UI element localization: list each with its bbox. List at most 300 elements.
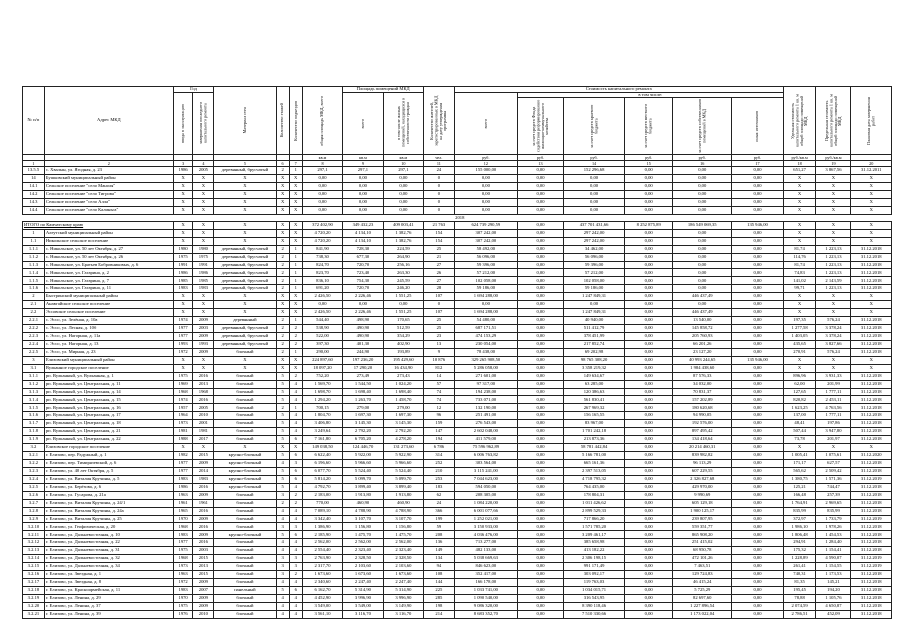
table-cell: 0,00 xyxy=(732,229,783,237)
table-cell: 31.12.2018 xyxy=(851,507,892,515)
table-cell: с. Хвалын, ул. Ягодная, д. 23 xyxy=(44,167,173,175)
table-cell: 316 543,95 xyxy=(563,594,624,602)
table-cell: 0,00 xyxy=(625,277,673,285)
table-cell: 720,70 xyxy=(343,261,383,269)
table-cell: 171,17 xyxy=(783,459,816,467)
table-cell: 7 089,10 xyxy=(302,507,342,515)
table-cell: 183 xyxy=(424,483,455,491)
table-cell: 246,20 xyxy=(383,285,423,293)
table-cell: 717 866,20 xyxy=(563,515,624,523)
table-cell: 2015 xyxy=(193,452,214,460)
table-cell: 10 876 xyxy=(424,356,455,364)
table-cell: 3 867,56 xyxy=(816,167,851,175)
table-cell: 2009 xyxy=(193,515,214,523)
table-cell: 4 xyxy=(276,579,289,587)
table-cell: с. Никольское, ул. Гагарина, д. 11 xyxy=(44,285,173,293)
table-cell: г. Елизово, ул. Дальневосточная, д. 22 xyxy=(44,539,173,547)
table-cell: 0,00 xyxy=(732,412,783,420)
table-row xyxy=(23,277,892,285)
table-cell: 1980 xyxy=(193,245,214,253)
table-cell: 31.12.2018 xyxy=(851,547,892,555)
table-cell: 0,00 xyxy=(518,285,564,293)
table-cell: г. Елизово, ул. Виталия Кручины, д. 25 xyxy=(44,515,173,523)
table-cell: 13.5.5 xyxy=(23,167,45,175)
unit-cell: кв.м xyxy=(343,155,383,161)
table-cell: 0,00 xyxy=(732,245,783,253)
table-cell: 4 xyxy=(289,579,302,587)
table-cell: 0,00 xyxy=(383,175,423,183)
table-cell: 2 xyxy=(289,571,302,579)
table-cell: 4 xyxy=(289,507,302,515)
table-cell: 3.2.17 xyxy=(23,579,45,587)
table-cell: 0,00 xyxy=(625,332,673,340)
register-sheet xyxy=(22,86,892,619)
table-cell: X xyxy=(783,301,816,309)
table-cell: 96 113,29 xyxy=(673,459,732,467)
table-cell: 1.1 xyxy=(23,237,45,245)
table-cell: 58 492,00 xyxy=(454,245,517,253)
table-cell: 23 xyxy=(424,332,455,340)
table-cell: 3.1.3 xyxy=(23,388,45,396)
table-cell: 4 xyxy=(276,594,289,602)
table-cell: 4 718 795,32 xyxy=(563,475,624,483)
table-cell: 0,00 xyxy=(518,491,564,499)
table-cell: с. Эссо, ул. Мирная, д. 23 xyxy=(44,348,173,356)
table-cell: 5 814,20 xyxy=(302,475,342,483)
table-cell: 2 xyxy=(276,340,289,348)
table-cell: 63 285,00 xyxy=(563,380,624,388)
top-rows xyxy=(23,167,892,215)
table-cell: 1 764,91 xyxy=(783,499,816,507)
col-cost-other-header: иных источников xyxy=(732,98,783,155)
table-cell: 0 xyxy=(424,206,455,214)
unit-cell: руб. xyxy=(563,155,624,161)
table-cell: 2 xyxy=(289,499,302,507)
table-cell: 2 xyxy=(276,317,289,325)
table-cell: 0,00 xyxy=(673,269,732,277)
table-cell: 329 265 908,50 xyxy=(454,356,517,364)
column-number-cell: 13 xyxy=(518,161,564,167)
table-cell: 0,00 xyxy=(625,317,673,325)
table-cell: 23 127,20 xyxy=(673,348,732,356)
unit-cell: чел. xyxy=(424,155,455,161)
table-cell: блочный xyxy=(214,523,276,531)
table-cell: 2 xyxy=(289,491,302,499)
table-cell: 62 xyxy=(424,491,455,499)
table-cell: 8 683 352,70 xyxy=(454,610,517,618)
table-cell: 25 xyxy=(424,245,455,253)
table-cell: г. Елизово, ул. Виталия Кручины, д. 24/1 xyxy=(44,499,173,507)
column-number-cell: 2 xyxy=(44,161,173,167)
table-cell: 2 326 827,68 xyxy=(673,475,732,483)
table-cell: 7 510 330,66 xyxy=(563,610,624,618)
table-cell: 1 294,20 xyxy=(302,396,342,404)
table-cell: 1976 xyxy=(173,610,193,618)
table-cell: 2 763,90 xyxy=(302,555,342,563)
table-cell: 3 549,00 xyxy=(302,602,342,610)
table-cell: 119 763,03 xyxy=(563,579,624,587)
table-cell: 0,00 xyxy=(732,499,783,507)
table-cell: 31.12.2019 xyxy=(851,555,892,563)
table-cell: деревянный, брусчатый xyxy=(214,253,276,261)
table-cell: 1977 xyxy=(173,459,193,467)
table-cell: 194 238,00 xyxy=(454,388,517,396)
table-cell: 31.12.2018 xyxy=(851,428,892,436)
table-cell: блочный xyxy=(214,515,276,523)
table-cell: X xyxy=(289,237,302,245)
table-cell: 3.1.8 xyxy=(23,428,45,436)
unit-cell: руб./кв.м xyxy=(816,155,851,161)
table-cell: 124 446,70 xyxy=(343,444,383,452)
table-cell: 1 698,40 xyxy=(343,388,383,396)
table-cell: 0,00 xyxy=(625,594,673,602)
table-cell: 0,00 xyxy=(518,602,564,610)
table-cell: 3.2.2 xyxy=(23,459,45,467)
table-cell: 1977 xyxy=(173,539,193,547)
table-cell: 3.1.7 xyxy=(23,420,45,428)
table-cell: 0,00 xyxy=(732,507,783,515)
table-cell: 0,00 xyxy=(518,515,564,523)
table-cell: X xyxy=(276,198,289,206)
table-cell: X xyxy=(816,183,851,191)
table-cell: 0,00 xyxy=(673,191,732,199)
table-row xyxy=(23,491,892,499)
table-cell: X xyxy=(173,229,193,237)
table-cell: 1991 xyxy=(193,261,214,269)
table-cell: X xyxy=(783,191,816,199)
table-cell: 1981 xyxy=(193,428,214,436)
table-cell: 0,00 xyxy=(518,356,564,364)
table-cell: 31.12.2018 xyxy=(851,602,892,610)
table-cell: 252 xyxy=(424,459,455,467)
table-cell: 2 xyxy=(23,293,45,301)
column-number-cell: 14 xyxy=(563,161,624,167)
table-cell: 0,00 xyxy=(518,459,564,467)
table-cell: 3.1.6 xyxy=(23,412,45,420)
table-cell: 1983 xyxy=(193,475,214,483)
table-cell: 435,65 xyxy=(783,340,816,348)
table-cell: 2 226,46 xyxy=(343,293,383,301)
table-cell: 1.1.6 xyxy=(23,285,45,293)
col-num-header: № п/п xyxy=(23,87,45,155)
table-cell: 0,00 xyxy=(625,309,673,317)
table-cell: X xyxy=(816,237,851,245)
table-cell: 239 807,95 xyxy=(673,515,732,523)
table-cell: 25 xyxy=(424,317,455,325)
table-cell: рп. Вулканный, ул. Центральная, д. 16 xyxy=(44,404,173,412)
table-cell: 57 212,00 xyxy=(454,269,517,277)
table-cell: 0,00 xyxy=(625,253,673,261)
table-cell: 0,00 xyxy=(518,586,564,594)
table-cell: 0,00 xyxy=(518,388,564,396)
table-cell: 297,1 xyxy=(343,167,383,175)
table-cell: 270,91 xyxy=(783,348,816,356)
table-cell: 1 698,40 xyxy=(383,388,423,396)
table-cell: 1961 xyxy=(173,499,193,507)
table-cell: 6 xyxy=(289,436,302,444)
table-cell: 4 xyxy=(276,547,289,555)
table-cell: 21 763 xyxy=(424,221,455,229)
table-cell: X xyxy=(851,175,892,183)
table-cell: 3.1.4 xyxy=(23,396,45,404)
table-cell: 1 011 426,62 xyxy=(563,499,624,507)
table-cell: 31.12.2018 xyxy=(851,531,892,539)
column-number-cell: 19 xyxy=(816,161,851,167)
table-row xyxy=(23,237,892,245)
table-cell: 210 xyxy=(424,467,455,475)
table-cell: 1 986,10 xyxy=(783,523,816,531)
table-cell: 700,15 xyxy=(302,404,342,412)
table-cell: 4 xyxy=(276,610,289,618)
table-cell: 94 xyxy=(424,563,455,571)
table-cell: 5 099,70 xyxy=(383,475,423,483)
table-cell: 2 xyxy=(276,269,289,277)
table-cell: 24 xyxy=(424,167,455,175)
table-cell: 0,00 xyxy=(732,571,783,579)
col-cost-including-header: в том числе: xyxy=(518,92,784,98)
table-cell: X xyxy=(276,237,289,245)
table-cell: 24 xyxy=(424,499,455,507)
table-cell: Елизовское городское поселение xyxy=(44,444,173,452)
table-cell: 1 156,80 xyxy=(383,523,423,531)
column-number-cell: 10 xyxy=(383,161,423,167)
table-cell: X xyxy=(214,183,276,191)
table-row xyxy=(23,610,892,618)
col-total-area-header: общая площадь МКД, всего xyxy=(302,87,342,155)
table-cell: 166 178,00 xyxy=(454,579,517,587)
table-cell: 1 173 022,04 xyxy=(673,610,732,618)
table-cell: г. Елизово, ул. Ленина, д. 37 xyxy=(44,602,173,610)
table-cell: 2 426,50 xyxy=(302,309,342,317)
table-cell: 2015 xyxy=(193,555,214,563)
table-cell: 0,00 xyxy=(625,491,673,499)
table-cell: 1986 xyxy=(173,483,193,491)
table-cell: 413 182,22 xyxy=(563,547,624,555)
table-cell: деревянный, брусчатый xyxy=(214,332,276,340)
table-cell: X xyxy=(173,237,193,245)
table-cell: 0,00 xyxy=(625,515,673,523)
table-cell: 1 913,80 xyxy=(383,491,423,499)
table-cell: 297 242,00 xyxy=(563,229,624,237)
table-cell: 307 242,00 xyxy=(454,237,517,245)
table-cell: 4 720,20 xyxy=(302,229,342,237)
table-cell: X xyxy=(193,221,214,229)
table-cell: 0,00 xyxy=(302,198,342,206)
table-cell: 134 xyxy=(424,555,455,563)
table-cell: X xyxy=(214,229,276,237)
table-cell: 3 xyxy=(289,459,302,467)
table-cell: 131 273,60 xyxy=(383,444,423,452)
table-cell: 2 xyxy=(276,167,289,175)
table-cell: 0,00 xyxy=(625,428,673,436)
table-cell: X xyxy=(851,237,892,245)
table-cell: 1972 xyxy=(173,579,193,587)
table-cell: 5 xyxy=(276,372,289,380)
table-cell: X xyxy=(214,191,276,199)
table-cell: 460,90 xyxy=(383,499,423,507)
table-cell: 73,78 xyxy=(783,436,816,444)
table-cell: 34 032,00 xyxy=(673,380,732,388)
table-cell: блочный xyxy=(214,579,276,587)
table-cell: 31.12.2018 xyxy=(851,317,892,325)
table-cell: 4 788,90 xyxy=(343,507,383,515)
column-number-cell: 17 xyxy=(732,161,783,167)
table-row xyxy=(23,198,892,206)
table-cell: 2013 xyxy=(193,380,214,388)
table-cell: 5 922,90 xyxy=(383,452,423,460)
table-cell: 1 551,25 xyxy=(383,293,423,301)
table-cell: 2 509,42 xyxy=(816,467,851,475)
table-cell: 605 129,18 xyxy=(673,499,732,507)
table-cell: X xyxy=(214,364,276,372)
table-cell: X xyxy=(193,293,214,301)
table-row xyxy=(23,285,892,293)
col-cost-fund-header: за счет средств Фонда содействия реформированию жилищно-коммунального хозяйства xyxy=(518,98,564,155)
table-cell: 835,99 xyxy=(783,507,816,515)
table-cell: 4 650,87 xyxy=(816,602,851,610)
table-cell: 3.2.16 xyxy=(23,571,45,579)
table-cell: 3.2.11 xyxy=(23,531,45,539)
table-cell: 0,00 xyxy=(673,237,732,245)
table-cell: 1970 xyxy=(173,515,193,523)
table-cell: 3.2.13 xyxy=(23,547,45,555)
table-cell: 4 xyxy=(289,539,302,547)
table-cell: 5 xyxy=(276,396,289,404)
table-cell: 5 314,90 xyxy=(383,586,423,594)
table-row xyxy=(23,602,892,610)
table-cell: 141,02 xyxy=(783,277,816,285)
table-cell: X xyxy=(851,309,892,317)
table-cell: 1991 xyxy=(173,261,193,269)
table-cell: 28 xyxy=(424,285,455,293)
table-cell: 1974 xyxy=(173,396,193,404)
table-cell: 764 435,00 xyxy=(563,483,624,491)
table-cell: 0,00 xyxy=(518,594,564,602)
table-cell: Эссовское сельское поселение xyxy=(44,309,173,317)
table-cell: 81,74 xyxy=(783,261,816,269)
table-cell: 2017 xyxy=(193,436,214,444)
table-cell: 3.2.19 xyxy=(23,594,45,602)
table-cell: с. Никольское, ул. Гагарина, д. 2 xyxy=(44,269,173,277)
table-cell: 3.2.10 xyxy=(23,523,45,531)
table-cell: 0,00 xyxy=(383,301,423,309)
table-cell: 2 183,00 xyxy=(302,491,342,499)
col-deadline-header: Плановая дата завершения работ xyxy=(851,87,892,155)
table-cell: 713 277,00 xyxy=(454,539,517,547)
unit-cell: руб. xyxy=(732,155,783,161)
table-cell: 1983 xyxy=(193,285,214,293)
table-cell: 1 090 540,00 xyxy=(454,594,517,602)
table-cell: 149 038,50 xyxy=(302,444,342,452)
table-cell: 66 201,26 xyxy=(673,340,732,348)
table-cell: 4 xyxy=(289,412,302,420)
table-cell: 0,00 xyxy=(625,610,673,618)
table-cell: X xyxy=(214,175,276,183)
table-cell: 31.12.2018 xyxy=(851,499,892,507)
unit-cell: руб. xyxy=(625,155,673,161)
table-cell: рп. Вулканный, ул. Центральная, д. 11 xyxy=(44,380,173,388)
table-cell: 40 993 244,65 xyxy=(673,356,732,364)
table-cell: 1964 xyxy=(173,412,193,420)
table-cell: 3.2 xyxy=(23,444,45,452)
table-cell: 3 107,70 xyxy=(383,515,423,523)
table-cell: 1 228,89 xyxy=(783,555,816,563)
table-cell: 0,00 xyxy=(625,237,673,245)
table-cell: 1 284,40 xyxy=(816,539,851,547)
table-cell: 0,00 xyxy=(732,206,783,214)
table-cell: 6 077,70 xyxy=(302,467,342,475)
table-cell: 1 xyxy=(289,253,302,261)
table-cell: 156 165,55 xyxy=(563,412,624,420)
table-cell: 0,00 xyxy=(732,191,783,199)
table-cell: X xyxy=(173,301,193,309)
table-cell: 1 xyxy=(289,404,302,412)
table-cell: 3 996,90 xyxy=(383,594,423,602)
table-cell: 4 452,90 xyxy=(302,594,342,602)
repair-program-table xyxy=(22,86,892,619)
table-cell: 2 xyxy=(276,499,289,507)
table-cell: 1 xyxy=(289,245,302,253)
unit-cell: кв.м xyxy=(302,155,342,161)
table-cell: 2.2.5 xyxy=(23,348,45,356)
table-cell: 0,00 xyxy=(732,301,783,309)
table-cell: 1 034 015,71 xyxy=(563,586,624,594)
table-cell: 691,20 xyxy=(302,285,342,293)
table-cell: рп. Вулканный, ул. Центральная, д. 14 xyxy=(44,388,173,396)
table-cell: 13 xyxy=(424,340,455,348)
table-cell: 2 247,40 xyxy=(343,579,383,587)
table-cell: X xyxy=(276,309,289,317)
table-cell: 0,00 xyxy=(732,579,783,587)
table-cell: 4 xyxy=(276,515,289,523)
table-cell: 31.12.2018 xyxy=(851,491,892,499)
table-cell: 2 xyxy=(276,404,289,412)
table-cell: 31.12.2018 xyxy=(851,404,892,412)
table-cell: 279,00 xyxy=(383,404,423,412)
table-cell: X xyxy=(173,191,193,199)
table-cell: 114,76 xyxy=(783,253,816,261)
table-cell: 5 166 781,00 xyxy=(563,452,624,460)
table-cell: 197 236,20 xyxy=(343,356,383,364)
table-cell: 5 966,60 xyxy=(343,459,383,467)
table-cell: деревянный, брусчатый xyxy=(214,340,276,348)
table-cell: 245,59 xyxy=(383,277,423,285)
table-cell: 2 792,20 xyxy=(343,428,383,436)
table-cell: X xyxy=(289,356,302,364)
table-cell: 738,30 xyxy=(302,253,342,261)
col-year-last-repair-header: завершения последнего капитального ремонта xyxy=(193,92,214,155)
table-cell: 290,00 xyxy=(302,348,342,356)
column-number-cell: 6 xyxy=(276,161,289,167)
table-cell: 31.12.2011 xyxy=(851,167,892,175)
table-cell: 4 134,10 xyxy=(343,237,383,245)
table-cell: 0,00 xyxy=(343,175,383,183)
table-cell: 3.2.3 xyxy=(23,467,45,475)
table-cell: деревянный, брусчатый xyxy=(214,277,276,285)
table-cell: 3 116,70 xyxy=(383,610,423,618)
table-cell: 31.12.2018 xyxy=(851,269,892,277)
table-cell: 3 561,10 xyxy=(302,610,342,618)
table-cell: 69 202,98 xyxy=(563,348,624,356)
table-cell: 0,00 xyxy=(625,459,673,467)
table-cell: 0,00 xyxy=(673,229,732,237)
table-cell: 1965 xyxy=(173,507,193,515)
table-row xyxy=(23,293,892,301)
table-cell: 2 xyxy=(289,372,302,380)
col-specific-cost-header: Удельная стоимость капитального ремонта 1 кв. м общей площади помещений МКД xyxy=(783,87,816,155)
table-cell: 0,00 xyxy=(673,285,732,293)
table-cell: X xyxy=(214,237,276,245)
